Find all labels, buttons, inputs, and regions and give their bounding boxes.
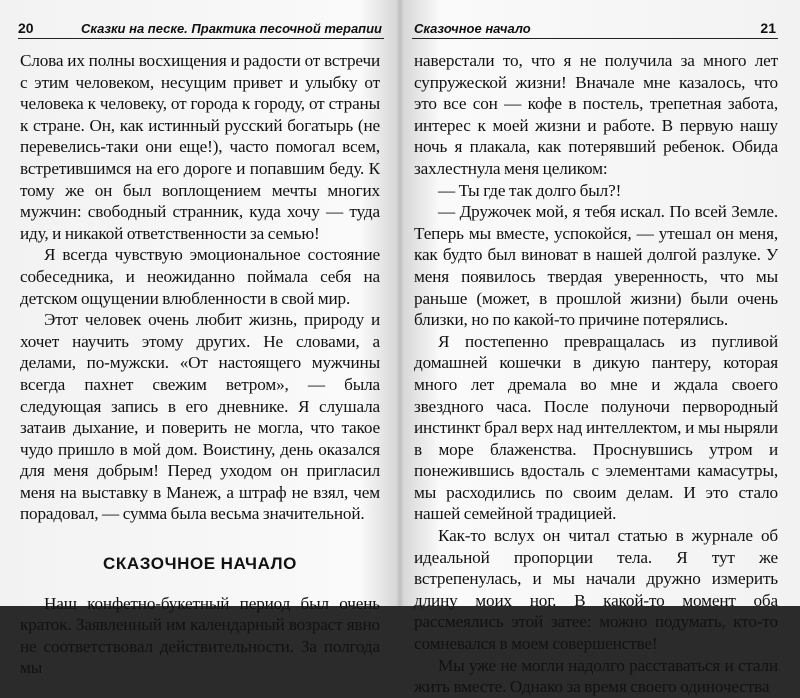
right-page-header xyxy=(414,14,776,36)
right-page xyxy=(402,0,800,697)
header-rule xyxy=(18,38,384,39)
section-heading: СКАЗОЧНОЕ НАЧАЛО xyxy=(102,554,298,574)
running-title: Сказочное начало xyxy=(414,21,531,36)
right-body-text xyxy=(414,50,778,698)
paragraph: Слова их полны восхищения и радости от встречи с этим человеком, несущим привет и улыбку от человека к человеку, от города к городу, от страны к стране. Он, как истинный русский богатырь (не перевелись-таки они еще!), часто помогал всем, встретившимся на его дороге и попавшим беду. К тому же он был воплощением мечты многих мужчин: свободный странник, куда хочу — туда иду, и никакой ответственности за семью! xyxy=(20,51,380,243)
page-number: 20 xyxy=(18,20,34,36)
paragraph: наверстали то, что я не получила за много лет супружеской жизни! Вначале мне казалось, что это все сон — кофе в постель, трепетная забота, интерес к моей жизни и работе. В первую нашу ночь я плакала, как потерявший ребенок. Обида захлестнула меня целиком: xyxy=(414,51,778,178)
page-number: 21 xyxy=(760,20,776,36)
paragraph: Я постепенно превращалась из пугливой домашней кошечки в дикую пантеру, которая много лет дремала во мне и ждала своего звездного часа. После полуночи первородный инстинкт брал верх над интеллектом, и мы ныряли в море блаженства. Проснувшись утром и понежившись вдосталь с элементами камасутры, мы расходились по своим делам. И это стало нашей семейной традицией. xyxy=(414,331,778,524)
running-title: Сказки на песке. Практика песочной терапии xyxy=(80,21,382,36)
left-page xyxy=(0,0,398,678)
paragraph: Этот человек очень любит жизнь, природу и хочет научить этому других. Не словами, а делами, по-мужски. «От настоящего мужчины всегда пахнет свежим ветром», — была следующая запись в его дневнике. Я слушала затаив дыхание, и поверить не могла, что такое чудо пришло в мой дом. Воистину, день оказался для меня добрым! Перед уходом он пригласил меня на выставку в Манеж, а штраф не взял, чем порадовал, — сумма была весьма значительной. xyxy=(20,310,380,524)
paragraph: Наш конфетно-букетный период был очень краток. Заявленный им календарный возраст явно не соответствовал действительности. За полгода мы xyxy=(20,593,380,678)
paragraph: Мы уже не могли надолго расставаться и стали жить вместе. Однако за время своего одиночества xyxy=(414,655,778,697)
paragraph: Я всегда чувствую эмоциональное состояние собеседника, и неожиданно поймала себя на детском ощущении влюбленности в свой мир. xyxy=(20,245,380,308)
paragraph: Как-то вслух он читал статью в журнале об идеальной пропорции тела. Я тут же встрепенулась, и мы начали дружно измерить длину моих ног. В какой-то момент оба рассмеялись этой затее: можно подумать, кто-то сомневался в моем совершенстве! xyxy=(414,526,778,654)
left-body-text xyxy=(20,50,380,679)
paragraph: — Ты где так долго был?! xyxy=(438,180,622,200)
left-page-header xyxy=(18,14,382,36)
header-rule xyxy=(412,38,778,39)
paragraph: — Дружочек мой, я тебя искал. По всей Земле. Теперь мы вместе, успокойся, — утешал он меня, как будто был виноват в нашей долгой разлуке. У меня появилось твердая уверенность, что мы раньше (может, в прошлой жизни) были очень близки, но по какой-то причине потерялись. xyxy=(414,202,778,330)
